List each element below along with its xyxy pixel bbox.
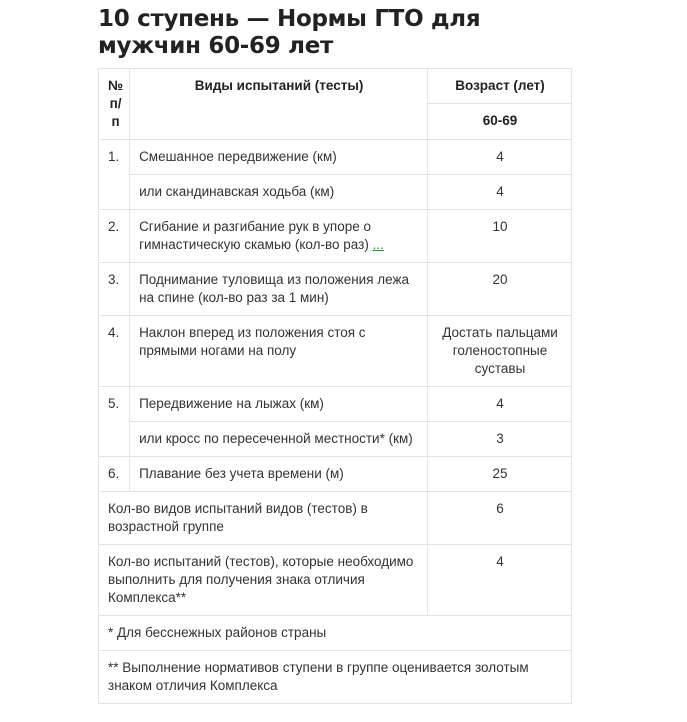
row-test: Наклон вперед из положения стоя с прямыми ногами на полу — [130, 316, 428, 387]
table-row — [99, 422, 572, 457]
row-value: 4 — [428, 387, 572, 422]
row-test-text: Сгибание и разгибание рук в упоре о гимнастическую скамью (кол-во раз) — [139, 219, 371, 252]
row-value: 4 — [428, 140, 572, 175]
row-num: 3. — [99, 263, 130, 316]
footnote-row — [99, 651, 572, 704]
table-row — [99, 140, 572, 175]
row-value: 10 — [428, 210, 572, 263]
row-value: 3 — [428, 422, 572, 457]
page-title: 10 ступень — Нормы ГТО для мужчин 60-69 лет — [98, 6, 481, 59]
row-value: 25 — [428, 457, 572, 492]
row-test: Поднимание туловища из положения лежа на спине (кол-во раз за 1 мин) — [130, 263, 428, 316]
footnote: ** Выполнение нормативов ступени в группе оценивается золотым знаком отличия Комплекса — [99, 651, 572, 704]
row-value: 20 — [428, 263, 572, 316]
row-num: 5. — [99, 387, 130, 457]
table-row — [99, 457, 572, 492]
row-value: Достать пальцами голеностопные суставы — [428, 316, 572, 387]
table-row — [99, 210, 572, 263]
row-test: или кросс по пересеченной местности* (км) — [130, 422, 428, 457]
row-value: 4 — [428, 175, 572, 210]
table-row — [99, 175, 572, 210]
header-age-group: 60-69 — [428, 104, 572, 140]
row-num: 6. — [99, 457, 130, 492]
summary-row — [99, 492, 572, 545]
row-num: 1. — [99, 140, 130, 210]
row-test: или скандинавская ходьба (км) — [130, 175, 428, 210]
summary-value: 4 — [428, 545, 572, 616]
summary-row — [99, 545, 572, 616]
table-header-row — [99, 69, 572, 104]
summary-value: 6 — [428, 492, 572, 545]
gto-norms-table — [98, 68, 572, 704]
row-test: Передвижение на лыжах (км) — [130, 387, 428, 422]
header-num: № п/п — [99, 69, 130, 140]
row-test: Плавание без учета времени (м) — [130, 457, 428, 492]
row-test — [130, 210, 428, 263]
row-test: Смешанное передвижение (км) — [130, 140, 428, 175]
row-num: 2. — [99, 210, 130, 263]
table-row — [99, 387, 572, 422]
header-age: Возраст (лет) — [428, 69, 572, 104]
table-row — [99, 263, 572, 316]
summary-label: Кол-во испытаний (тестов), которые необходимо выполнить для получения знака отличия Комплекса** — [99, 545, 428, 616]
footnote-row — [99, 616, 572, 651]
header-tests: Виды испытаний (тесты) — [130, 69, 428, 140]
table-row — [99, 316, 572, 387]
summary-label: Кол-во видов испытаний видов (тестов) в возрастной группе — [99, 492, 428, 545]
footnote: * Для бесснежных районов страны — [99, 616, 572, 651]
more-link[interactable]: ... — [372, 237, 384, 252]
row-num: 4. — [99, 316, 130, 387]
